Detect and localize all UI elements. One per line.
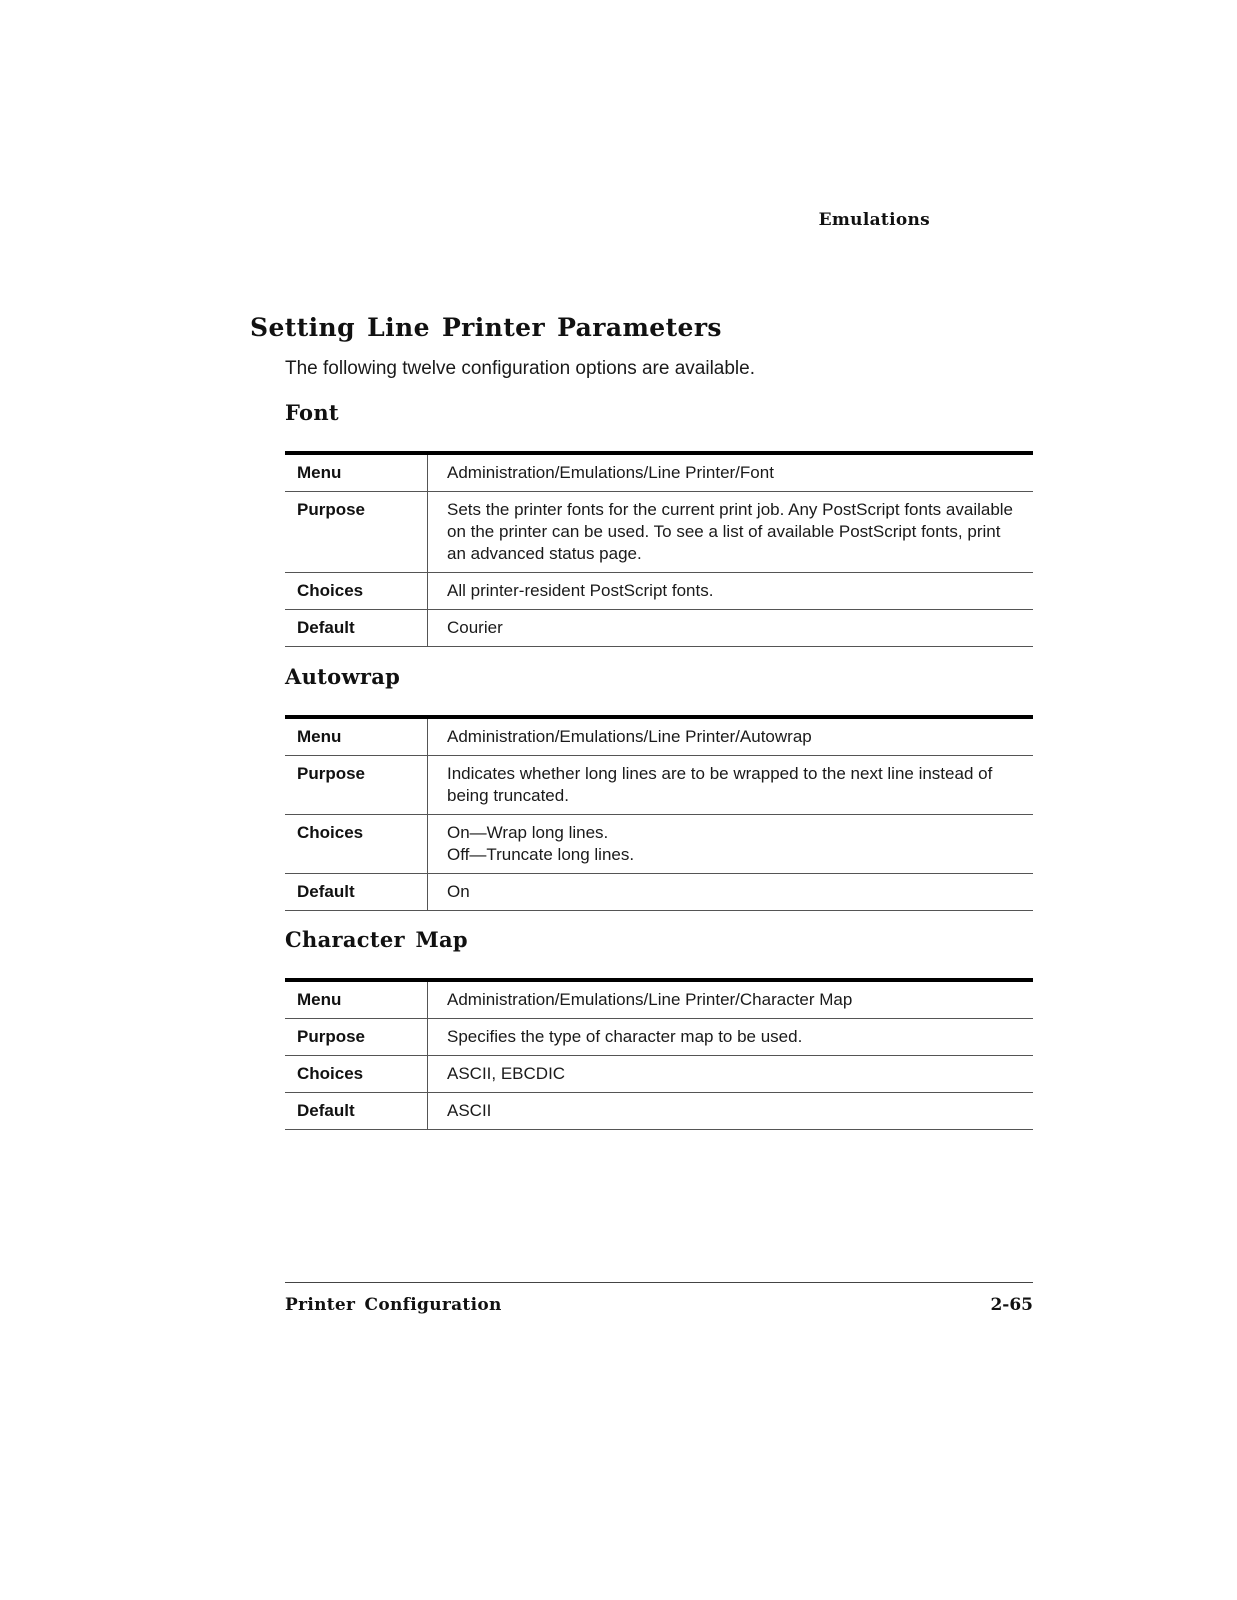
font-parameter-table [285, 451, 1033, 647]
row-label: Default [285, 610, 428, 647]
footer-chapter-title: Printer Configuration [285, 1295, 502, 1315]
row-value: ASCII, EBCDIC [428, 1056, 1034, 1093]
row-value: All printer-resident PostScript fonts. [428, 573, 1034, 610]
page-number: 2-65 [990, 1295, 1033, 1315]
table-row [285, 610, 1033, 647]
running-header: Emulations [818, 210, 930, 230]
section-heading-character-map: Character Map [285, 927, 468, 952]
autowrap-parameter-table [285, 715, 1033, 911]
row-value: Courier [428, 610, 1034, 647]
row-label: Choices [285, 815, 428, 874]
row-value [428, 815, 1034, 874]
footer-divider [285, 1282, 1033, 1283]
section-heading-font: Font [285, 400, 339, 425]
table-row [285, 980, 1033, 1019]
row-label: Menu [285, 980, 428, 1019]
row-value: Administration/Emulations/Line Printer/Autowrap [428, 717, 1034, 756]
table-row [285, 717, 1033, 756]
row-label: Choices [285, 573, 428, 610]
table-row [285, 1056, 1033, 1093]
row-label: Purpose [285, 756, 428, 815]
page-title: Setting Line Printer Parameters [250, 313, 722, 342]
table-row [285, 492, 1033, 573]
character-map-parameter-table [285, 978, 1033, 1130]
row-value: Specifies the type of character map to be used. [428, 1019, 1034, 1056]
table-row [285, 453, 1033, 492]
row-label: Purpose [285, 1019, 428, 1056]
section-heading-autowrap: Autowrap [285, 664, 401, 689]
row-label: Menu [285, 717, 428, 756]
intro-text: The following twelve configuration options are available. [285, 358, 755, 379]
table-row [285, 573, 1033, 610]
row-label: Menu [285, 453, 428, 492]
choice-line: On—Wrap long lines. [447, 823, 609, 842]
row-label: Default [285, 1093, 428, 1130]
row-value: Indicates whether long lines are to be wrapped to the next line instead of being truncated. [428, 756, 1034, 815]
table-row [285, 1093, 1033, 1130]
row-label: Default [285, 874, 428, 911]
table-row [285, 874, 1033, 911]
row-value: On [428, 874, 1034, 911]
table-row [285, 1019, 1033, 1056]
row-value: Administration/Emulations/Line Printer/Font [428, 453, 1034, 492]
row-label: Choices [285, 1056, 428, 1093]
row-value: Sets the printer fonts for the current print job. Any PostScript fonts available on the printer can be used. To see a list of available PostScript fonts, print an advanced status page. [428, 492, 1034, 573]
table-row [285, 815, 1033, 874]
row-label: Purpose [285, 492, 428, 573]
table-row [285, 756, 1033, 815]
row-value: ASCII [428, 1093, 1034, 1130]
row-value: Administration/Emulations/Line Printer/Character Map [428, 980, 1034, 1019]
choice-line: Off—Truncate long lines. [447, 845, 635, 864]
